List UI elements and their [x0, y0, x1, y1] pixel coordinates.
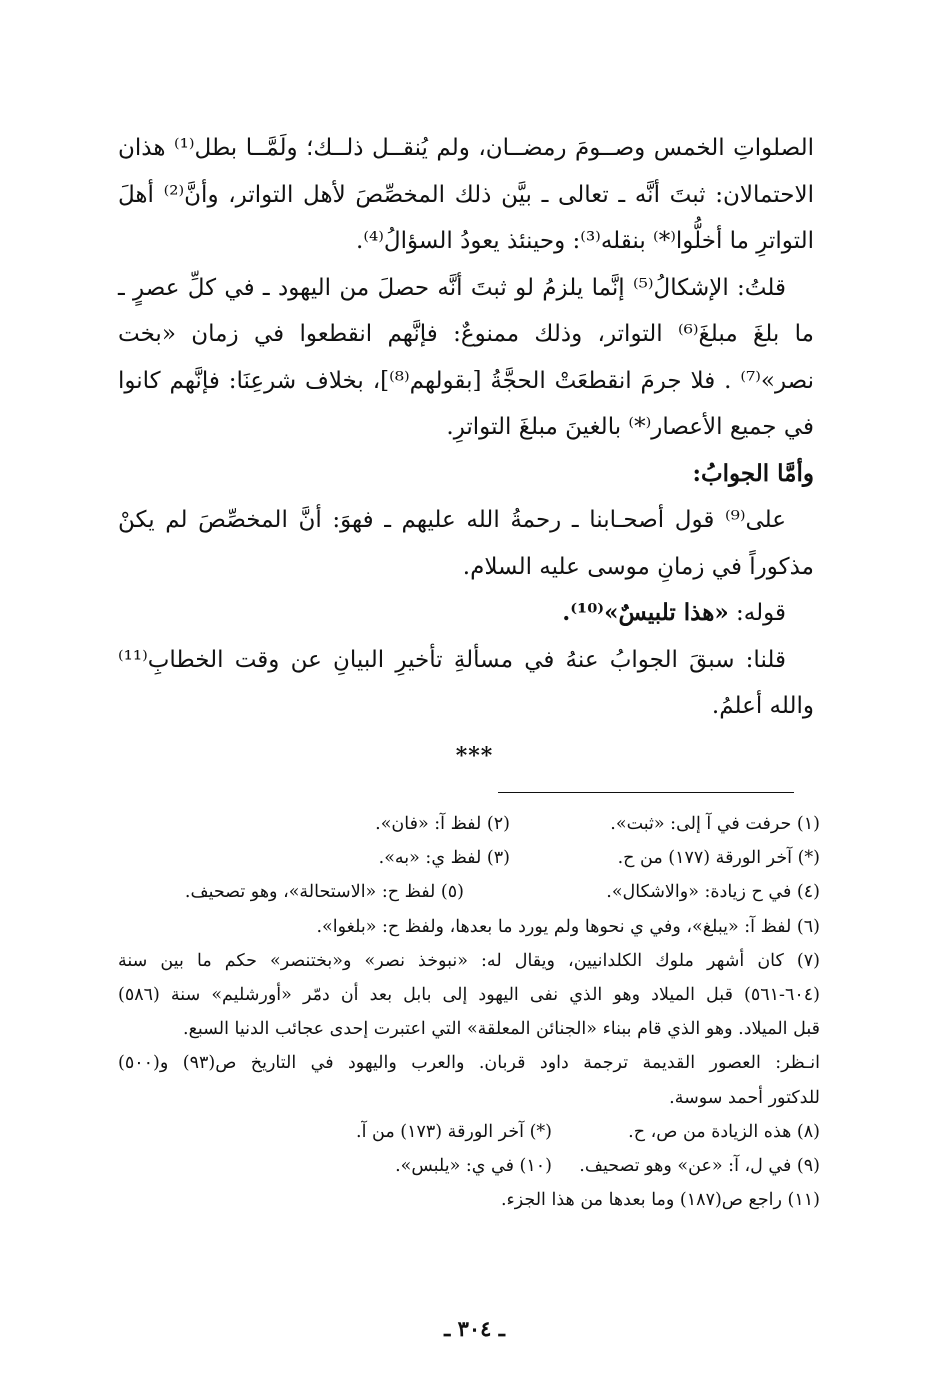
main-text	[118, 125, 814, 730]
footnote-7-line-3: قبل الميلاد. وهو الذي قام ببناء «الجنائن المعلقة» التي اعتبرت إحدى عجائب الدنيا السبع.	[183, 1019, 820, 1040]
footnote-1: (١) حرفت في آ إلى: «ثبت».	[610, 814, 820, 834]
footnote-2: (٢) لفظ آ: «فان».	[375, 814, 510, 834]
paragraph-2: قلتُ: الإشكالُ⁽⁵⁾ إنَّما يلزمُ لو ثبتَ أنَّه حصلَ من اليهود ـ في كلِّ عصرٍ ـ ما بلغَ مبلغَ⁽⁶⁾ التواتر، وذلك ممنوعٌ: فإنَّهم انقطعوا في زمان «بخت نصر»⁽⁷⁾ . فلا جرمَ انقطعَتْ الحجَّةُ [بقولهم⁽⁸⁾]، بخلاف شرعِنَا: فإنَّهم كانوا في جميع الأعصار⁽*⁾ بالغينَ مبلغَ التواترِ.	[118, 274, 814, 440]
paragraph-1: الصلواتِ الخمس وصــومَ رمضــان، ولم يُنقــل ذلــك؛ ولَمَّــا بطل⁽¹⁾ هذان الاحتمالان: ثبتَ أنَّه ـ تعالى ـ بيَّن ذلك المخصِّصَ لأهل التواتر، وأنَّ⁽²⁾ أهلَ التواترِ ما أخلُّوا⁽*⁾ بنقله⁽³⁾: وحينئذ يعودُ السؤالُ⁽⁴⁾.	[118, 135, 814, 254]
quote-intro: قوله:	[728, 600, 786, 626]
page-number: ـ ٣٠٤ ـ	[444, 1316, 505, 1341]
footnote-9: (٩) في ل، آ: «عن» وهو تصحيف.	[579, 1155, 820, 1176]
footnote-7-line-4: انـظر: العصور القديمة ترجمة داود قربان. والعرب واليهود في التاريخ ص(٩٣) و(٥٠٠)	[118, 1053, 820, 1074]
footnote-folio-a: (*) آخر الورقة (١٧٣) من آ.	[356, 1121, 552, 1142]
footnote-row	[118, 841, 820, 875]
quoted-phrase: «هذا تلبيسٌ»⁽¹⁰⁾.	[562, 599, 729, 626]
footnote-7-line-1: (٧) كان أشهر ملوك الكلدانيين، ويقال له: «نبوخذ نصر» و«بختنصر» حكم ما بين سنة	[118, 950, 820, 971]
footnote-row	[118, 1115, 820, 1149]
footnote-10: (١٠) في ي: «يلبس».	[395, 1155, 552, 1176]
footnote-11: (١١) راجع ص(١٨٧) وما بعدها من هذا الجزء.	[500, 1190, 820, 1211]
footnote-row	[118, 807, 820, 841]
footnote-5: (٥) لفظ ح: «الاستحالة»، وهو تصحيف.	[184, 882, 464, 903]
paragraph-4	[118, 590, 814, 637]
footnote-3: (٣) لفظ ي: «به».	[378, 848, 510, 869]
footnote-folio-h: (*) آخر الورقة (١٧٧) من ح.	[617, 848, 820, 869]
footnote-8: (٨) هذه الزيادة من ص، ح.	[628, 1121, 820, 1142]
section-heading: وأمَّا الجوابُ:	[692, 459, 814, 487]
footnote-divider	[498, 792, 794, 793]
paragraph-5: قلنا: سبقَ الجوابُ عنهُ في مسألةِ تأخيرِ البيانِ عن وقت الخطابِ⁽¹¹⁾ والله أعلمُ.	[118, 646, 814, 719]
footnote-6: (٦) لفظ آ: «يبلغ»، وفي ي نحوها ولم يورد ما بعدها، ولفظ ح: «بلغوا».	[316, 916, 820, 937]
paragraph-3: على⁽⁹⁾ قول أصحـابنا ـ رحمةُ الله عليهم ـ فهوَ: أنَّ المخصِّصَ لم يكنْ مذكوراً في زمانِ موسى عليه السلام.	[118, 507, 814, 580]
footnote-row	[118, 875, 820, 909]
footnote-4: (٤) في ح زيادة: «والاشكال».	[606, 882, 820, 903]
section-separator: ***	[455, 743, 494, 769]
footnote-row	[118, 1149, 820, 1183]
footnote-7-line-2: (٦٠٤-٥٦١) قبل الميلاد وهو الذي نفى اليهود إلى بابل بعد أن دمّر «أورشليم» سنة (٥٨٦)	[118, 984, 820, 1005]
footnotes	[118, 807, 820, 1217]
footnote-7-line-5: للدكتور أحمد سوسة.	[669, 1087, 820, 1108]
